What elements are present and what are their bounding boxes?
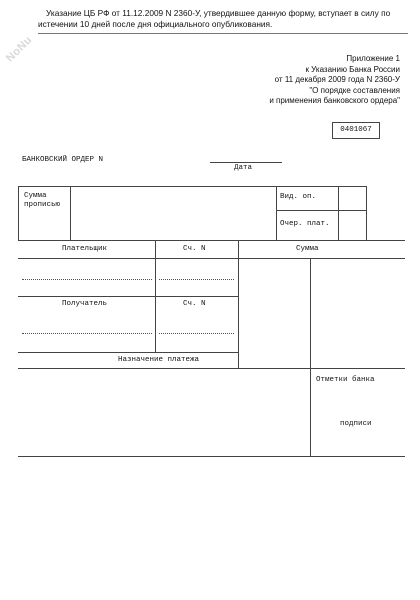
grid-line (238, 240, 239, 368)
payer-label: Плательщик (62, 245, 108, 253)
recipient-account-label: Сч. N (183, 300, 206, 308)
amount-in-words-label: Сумма прописью (24, 192, 61, 209)
grid-line (366, 186, 367, 240)
grid-line (18, 240, 405, 241)
date-label: Дата (234, 164, 253, 172)
grid-line (276, 186, 277, 240)
grid-line (18, 456, 405, 457)
grid-line (276, 210, 366, 211)
appendix-line-4: "О порядке составления (309, 85, 400, 95)
recipient-name-field[interactable] (22, 333, 152, 334)
grid-line (338, 186, 339, 240)
notice-text: Указание ЦБ РФ от 11.12.2009 N 2360-У, утвердившее данную форму, вступает в силу по истечении 10 дней после дня официального опубликования. (38, 8, 391, 29)
grid-line (155, 240, 156, 352)
payment-purpose-label: Назначение платежа (118, 356, 200, 364)
appendix-line-5: и применения банковского ордера" (269, 96, 400, 105)
watermark-logo: NoNu (4, 33, 35, 65)
recipient-account-field[interactable] (159, 333, 234, 334)
grid-line (18, 258, 405, 259)
payer-account-label: Сч. N (183, 245, 206, 253)
grid-line (310, 368, 311, 456)
amount-label: Сумма (296, 245, 319, 253)
recipient-label: Получатель (62, 300, 108, 308)
grid-line (18, 352, 238, 353)
payer-name-field[interactable] (22, 279, 152, 280)
grid-line (18, 368, 405, 369)
grid-line (18, 186, 19, 240)
order-title: БАНКОВСКИЙ ОРДЕР N (22, 156, 104, 164)
grid-line (70, 186, 71, 240)
appendix-line-1: Приложение 1 (346, 54, 400, 63)
grid-line (18, 296, 238, 297)
operation-type-label: Вид. оп. (280, 193, 317, 201)
payment-order-label: Очер. плат. (280, 220, 330, 228)
appendix-line-2: к Указанию Банка России (305, 64, 400, 74)
grid-line (310, 258, 311, 368)
okud-code-box: 0401067 (332, 122, 380, 139)
bank-marks-label: Отметки банка (316, 376, 375, 384)
appendix-line-3: от 11 декабря 2009 года N 2360-У (274, 75, 400, 84)
payer-account-field[interactable] (159, 279, 234, 280)
signatures-label: подписи (340, 420, 372, 428)
